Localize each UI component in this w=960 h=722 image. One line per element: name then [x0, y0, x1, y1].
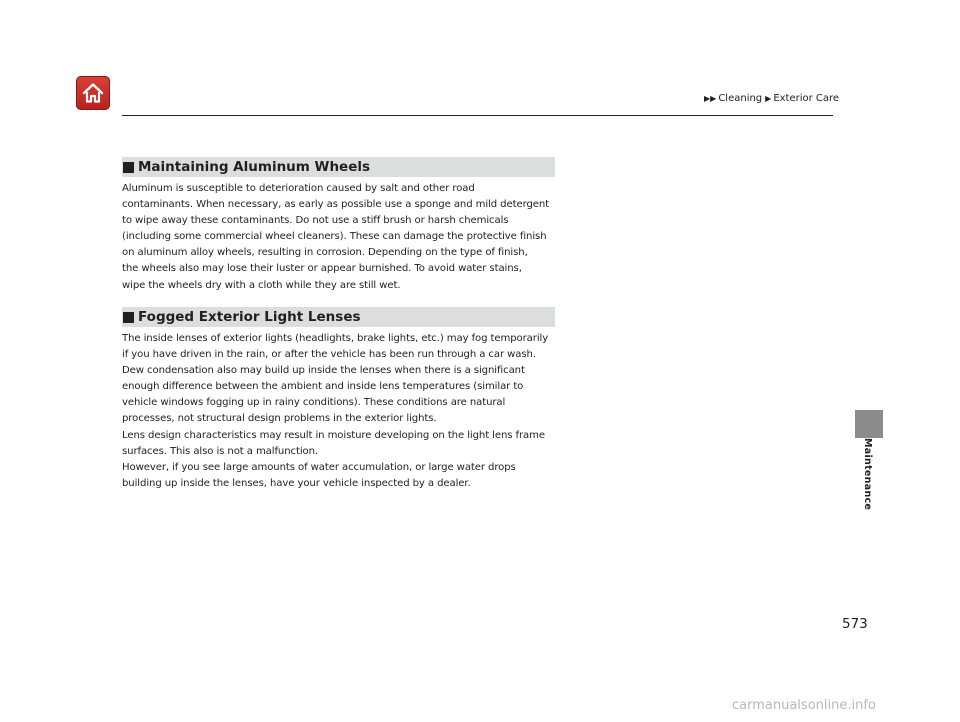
body-line: surfaces. This also is not a malfunction. [122, 445, 319, 457]
body-line: The inside lenses of exterior lights (headlights, brake lights, etc.) may fog temporarily [122, 333, 549, 344]
section-heading-fogged-lenses [122, 307, 555, 327]
breadcrumb-item-exterior-care[interactable]: Exterior Care [773, 93, 840, 104]
home-button[interactable] [76, 76, 110, 110]
body-line: processes, not structural design problems in the exterior lights. [122, 413, 437, 425]
body-line: Lens design characteristics may result in moisture developing on the light lens frame [122, 429, 545, 441]
section-heading-aluminum-wheels [122, 157, 555, 177]
breadcrumb-item-cleaning[interactable]: Cleaning [718, 93, 763, 104]
section-body-aluminum-wheels [122, 181, 562, 294]
section-heading-label: Maintaining Aluminum Wheels [138, 159, 371, 175]
watermark: carmanualsonline.info [732, 698, 876, 713]
square-icon [123, 312, 134, 323]
page-number: 573 [842, 616, 868, 632]
body-line: However, if you see large amounts of water accumulation, or large water drops [122, 461, 516, 473]
triangle-right-icon: ▶▶ [704, 94, 717, 103]
body-line: building up inside the lenses, have your vehicle inspected by a dealer. [122, 477, 471, 489]
body-line: the wheels also may lose their luster or appear burnished. To avoid water stains, [122, 263, 522, 275]
square-icon [123, 162, 134, 173]
chapter-tab[interactable] [855, 410, 883, 438]
body-line: Dew condensation also may build up inside the lenses when there is a significant [122, 365, 525, 377]
home-icon [80, 80, 106, 106]
section-heading-label: Fogged Exterior Light Lenses [138, 309, 361, 325]
body-line: if you have driven in the rain, or after the vehicle has been run through a car wash. [122, 349, 536, 361]
chapter-label: Maintenance [862, 438, 873, 511]
body-line: (including some commercial wheel cleaners). These can damage the protective finish [122, 231, 547, 243]
body-line: wipe the wheels dry with a cloth while they are still wet. [122, 279, 401, 291]
body-line: vehicle windows fogging up in rainy conditions). These conditions are natural [122, 397, 506, 409]
body-line: to wipe away these contaminants. Do not use a stiff brush or harsh chemicals [122, 215, 509, 227]
body-line: on aluminum alloy wheels, resulting in corrosion. Depending on the type of finish, [122, 247, 528, 259]
body-line: enough difference between the ambient and inside lens temperatures (similar to [122, 381, 524, 393]
section-body-fogged-lenses [122, 331, 562, 492]
triangle-right-icon: ▶ [765, 94, 772, 103]
body-line: Aluminum is susceptible to deterioration caused by salt and other road [122, 183, 475, 194]
breadcrumb [704, 93, 842, 104]
header-rule [122, 115, 833, 116]
body-line: contaminants. When necessary, as early as possible use a sponge and mild detergent [122, 199, 550, 211]
